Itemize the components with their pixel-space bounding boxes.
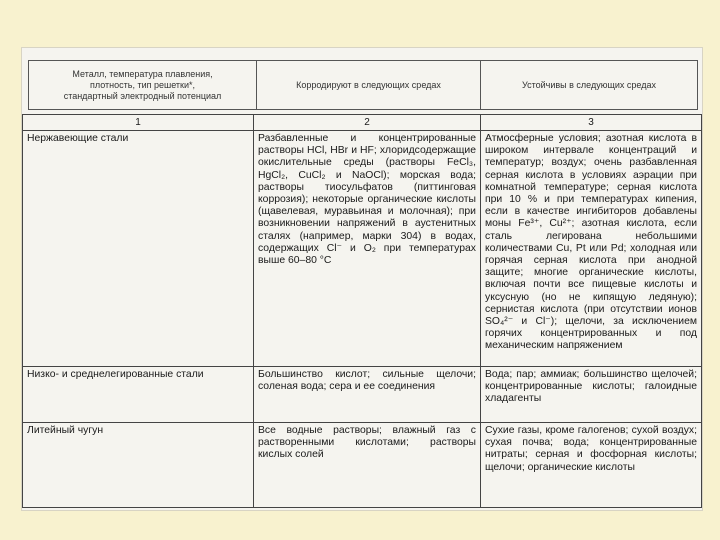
row-cast-iron-corrodes: Все водные растворы; влажный газ с растворенными кислотами; растворы кислых солей	[254, 423, 481, 507]
row-stainless-metal: Нержавеющие стали	[23, 131, 254, 367]
row-cast-iron-resistant: Сухие газы, кроме галогенов; сухой воздух; сухая почва; вода; концентрированные нитраты; серная и фосфорная кислоты; щелочи; органические кислоты	[485, 425, 697, 473]
row-low-alloy-metal: Низко- и среднелегированные стали	[23, 367, 254, 423]
column-number-3: 3	[481, 115, 701, 131]
header-metal-properties: Металл, температура плавления, плотность, тип решетки*, стандартный электродный потенциал	[29, 61, 257, 109]
header-resistant-in: Устойчивы в следующих средах	[522, 79, 656, 90]
column-number-2: 2	[254, 115, 481, 131]
row-low-alloy-resistant: Вода; пар; аммиак; большинство щелочей; концентрированные кислоты; галоидные хладагенты	[481, 367, 701, 423]
corrosion-table	[22, 114, 702, 508]
header-corrodes-in: Корродируют в следующих средах	[257, 61, 481, 109]
row-stainless-resistant: Атмосферные условия; азотная кислота в широком интервале концентраций и температур; воздух; очень разбавленная серная кислота в условиях аэрации при комнатной температуре; серная кислота при 10 % и при температурах кипения, если в качестве ингибиторов добавлены моны Fe³⁺, Cu²⁺; азотная кислота, если сталь легирована небольшими количествами Cu, Pt или Pd; холодная или горячая серная кислота при анодной защите; многие органические кислоты, включая почти все пищевые кислоты и уксусную (но не кипящую ледяную); сернистая кислота (при отсутствии ионов SO₄²⁻ и Cl⁻); щелочи, за исключением горячих концентрированных и под механическим напряжением	[481, 131, 701, 367]
table-header	[28, 60, 698, 110]
row-stainless-corrodes: Разбавленные и концентрированные растворы HCl, HBr и HF; хлоридсодержащие окислительные среды (растворы FeCl₃, HgCl₂, CuCl₂ и NaOCl); морская вода; растворы тиосульфатов (питтинговая коррозия); некоторые органические кислоты (щавелевая, муравьиная и молочная); при возникновении напряжений в аустенитных сталях (например, марки 304) в водах, содержащих Cl⁻ и O₂ при температурах выше 60–80 °С	[254, 131, 481, 367]
row-low-alloy-corrodes: Большинство кислот; сильные щелочи; соленая вода; сера и ее соединения	[254, 367, 481, 423]
document-page	[22, 48, 702, 510]
column-number-1: 1	[23, 115, 254, 131]
row-cast-iron-metal: Литейный чугун	[23, 423, 254, 507]
